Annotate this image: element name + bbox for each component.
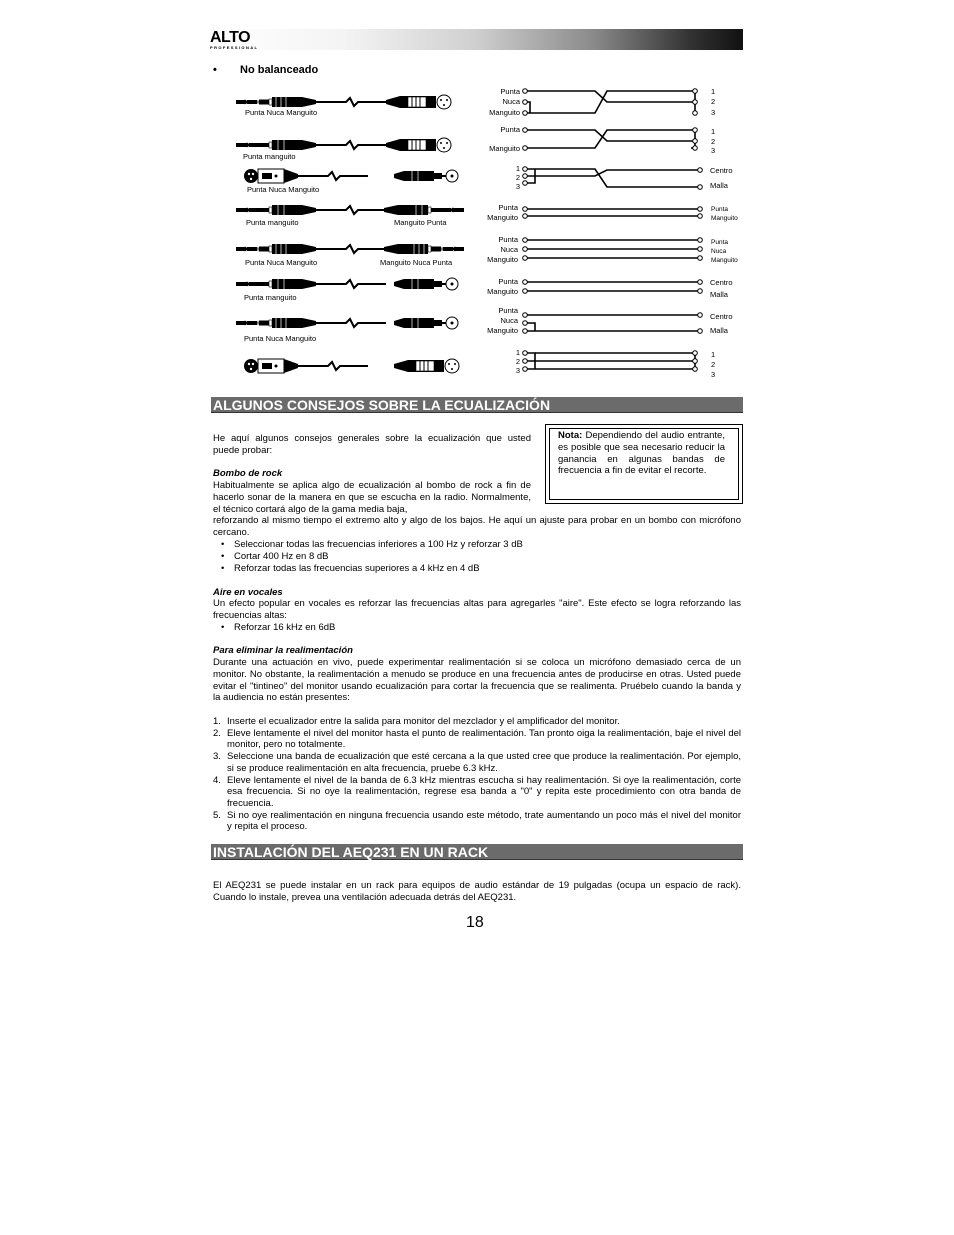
header-bar — [210, 29, 743, 50]
cable-label: Punta Nuca Manguito — [245, 108, 318, 117]
wiring-label: Punta — [711, 206, 728, 213]
bullet: • — [213, 64, 217, 76]
feedback-steps — [213, 716, 741, 833]
kick-bullets — [213, 539, 741, 575]
unbalanced-heading — [213, 64, 318, 76]
wiring-label: Manguito — [487, 326, 518, 335]
wiring-label: Manguito — [711, 257, 738, 264]
wiring-label: Punta — [498, 235, 518, 244]
cable-xlr-to-rca — [244, 169, 458, 183]
cable-label: Manguito Nuca Punta — [380, 258, 453, 267]
cable-label: Manguito Punta — [394, 218, 447, 227]
wiring-label: 3 — [711, 146, 716, 155]
wiring-label: 2 — [515, 357, 520, 366]
list-item: • Seleccionar todas las frecuencias inferiores a 100 Hz y reforzar 3 dB — [213, 539, 741, 551]
kick-title: Bombo de rock — [213, 468, 283, 479]
kick-text-b: reforzando al mismo tiempo el extremo alto y algo de los bajos. He aquí un ajuste para probar en un bombo con micrófono cercano. — [213, 515, 741, 538]
air-title: Aire en vocales — [213, 587, 283, 598]
air-bullets — [213, 622, 741, 634]
cable-ts-to-rca — [236, 278, 458, 290]
cable-trs-to-trs — [236, 244, 464, 254]
rack-text: El AEQ231 se puede instalar en un rack para equipos de audio estándar de 19 pulgadas (ocupa un espacio de rack). Cuando lo instale, prevea una ventilación adecuada detrás del AEQ231. — [213, 880, 741, 903]
alto-logo — [210, 30, 270, 50]
unbalanced-title: No balanceado — [240, 64, 319, 76]
wiring-label: 2 — [711, 360, 716, 369]
list-item: 2. Eleve lentamente el nivel del monitor hasta el punto de realimentación. Tan pronto oiga la realimentación, baje el nivel del monitor, pero no totalmente. — [213, 727, 741, 751]
wiring-label: Punta — [498, 203, 518, 212]
wiring-label: 2 — [515, 173, 520, 182]
list-item: • Reforzar todas las frecuencias superiores a 4 kHz en 4 dB — [213, 563, 741, 575]
wiring-label: 3 — [711, 108, 716, 117]
note-text — [558, 430, 725, 477]
kick-text-a: Habitualmente se aplica algo de ecualización al bombo de rock a fin de hacerlo sonar de la manera en que se escucha en la radio. Normalmente, el técnico cortará algo de la gama media baja, — [213, 480, 531, 515]
list-item: 1. Inserte el ecualizador entre la salida para monitor del mezclador y el amplificador del monitor. — [213, 716, 620, 727]
wiring-label: Punta — [500, 87, 520, 96]
feedback-text: Durante una actuación en vivo, puede experimentar realimentación si se coloca un micrófono demasiado cerca de un monitor. No obstante, la realimentación a menudo se produce en una frecuencia antes de producirse en otras. Usted puede evitar el "tintineo" del monitor usando ecualización para cortar la frecuencia que se realimenta. Pruébelo cuando la banda y la audiencia no están presentes: — [213, 657, 741, 704]
wiring-label: 1 — [515, 348, 520, 357]
section-title-eq: ALGUNOS CONSEJOS SOBRE LA ECUALIZACIÓN — [211, 397, 743, 413]
cable-label: Punta Nuca Manguito — [244, 334, 317, 343]
eq-intro: He aquí algunos consejos generales sobre la ecualización que usted puede probar: — [213, 433, 531, 456]
wiring-label: Nuca — [500, 245, 518, 254]
section-title-rack: INSTALACIÓN DEL AEQ231 EN UN RACK — [211, 844, 743, 860]
list-item: • Reforzar 16 kHz en 6dB — [213, 622, 741, 634]
wiring-label: 1 — [515, 164, 520, 173]
note-body: Dependiendo del audio entrante, es posible que sea necesario reducir la ganancia en algunas bandas de frecuencia a fin de evitar el recorte. — [558, 430, 725, 477]
wiring-label: Nuca — [502, 97, 520, 106]
wiring-label: Centro — [710, 312, 733, 321]
page-number: 18 — [466, 914, 484, 931]
wiring-label: Manguito — [489, 108, 520, 117]
wiring-label: Manguito — [487, 287, 518, 296]
cable-ts-to-xlr — [236, 138, 451, 152]
note-box — [545, 424, 743, 504]
cable-xlr-to-xlr — [244, 359, 459, 373]
wiring-label: Malla — [710, 326, 728, 335]
wiring-label: Punta — [498, 277, 518, 286]
wiring-label: 1 — [711, 350, 716, 359]
cable-trs-to-xlr — [236, 95, 451, 109]
wiring-label: Nuca — [711, 248, 727, 255]
wiring-label: 2 — [711, 137, 716, 146]
cable-label: Punta manguito — [244, 293, 297, 302]
wiring-label: 3 — [711, 370, 716, 379]
wiring-label: Manguito — [489, 144, 520, 153]
wiring-label: Punta — [498, 306, 518, 315]
cable-label: Punta manguito — [246, 218, 299, 227]
air-text: Un efecto popular en vocales es reforzar las frecuencias altas para agregarles "aire". Este efecto se logra reforzando las frecuencias altas: — [213, 598, 741, 621]
list-item: • Cortar 400 Hz en 8 dB — [213, 551, 741, 563]
logo-main: ALTO — [210, 29, 251, 46]
wiring-label: Nuca — [500, 316, 518, 325]
list-item: 4. Eleve lentamente el nivel de la banda de 6.3 kHz mientras escucha si hay realimentación. Si oye la realimentación, corte esa frecuencia. Si no oye la realimentación, regrese esa banda a "0" y repita este procedimiento con otra banda de frecuencia. — [213, 774, 741, 809]
wiring-label: Punta — [711, 239, 728, 246]
wiring-label: 3 — [515, 366, 520, 375]
list-item: 5. Si no oye realimentación en ninguna frecuencia usando este método, trate aumentando un poco más el nivel del monitor y repita el proceso. — [213, 809, 741, 833]
logo-sub: PROFESSIONAL — [210, 45, 259, 50]
wiring-label: 2 — [711, 97, 716, 106]
cable-trs-to-rca — [236, 317, 458, 329]
list-item: 3. Seleccione una banda de ecualización que esté cercana a la que usted cree que produce la realimentación. Por ejemplo, si se produce realimentación en alta frecuencia, pruebe 6.3 kHz. — [213, 751, 741, 774]
wiring-label: Centro — [710, 278, 733, 287]
cable-ts-to-ts — [236, 205, 464, 215]
wiring-diagrams — [515, 82, 710, 382]
wiring-label: Manguito — [487, 255, 518, 264]
cable-label: Punta Nuca Manguito — [245, 258, 318, 267]
wiring-label: 1 — [711, 127, 716, 136]
cable-label: Punta manguito — [243, 152, 296, 161]
wiring-label: Manguito — [487, 213, 518, 222]
wiring-label: Manguito — [711, 215, 738, 222]
cable-label: Punta Nuca Manguito — [247, 185, 320, 194]
feedback-title: Para eliminar la realimentación — [213, 645, 353, 656]
wiring-label: 1 — [711, 87, 716, 96]
wiring-label: Malla — [710, 181, 728, 190]
wiring-label: Punta — [500, 125, 520, 134]
note-label: Nota: — [558, 430, 583, 441]
wiring-label: Centro — [710, 166, 733, 175]
wiring-label: Malla — [710, 290, 728, 299]
wiring-label: 3 — [515, 182, 520, 191]
